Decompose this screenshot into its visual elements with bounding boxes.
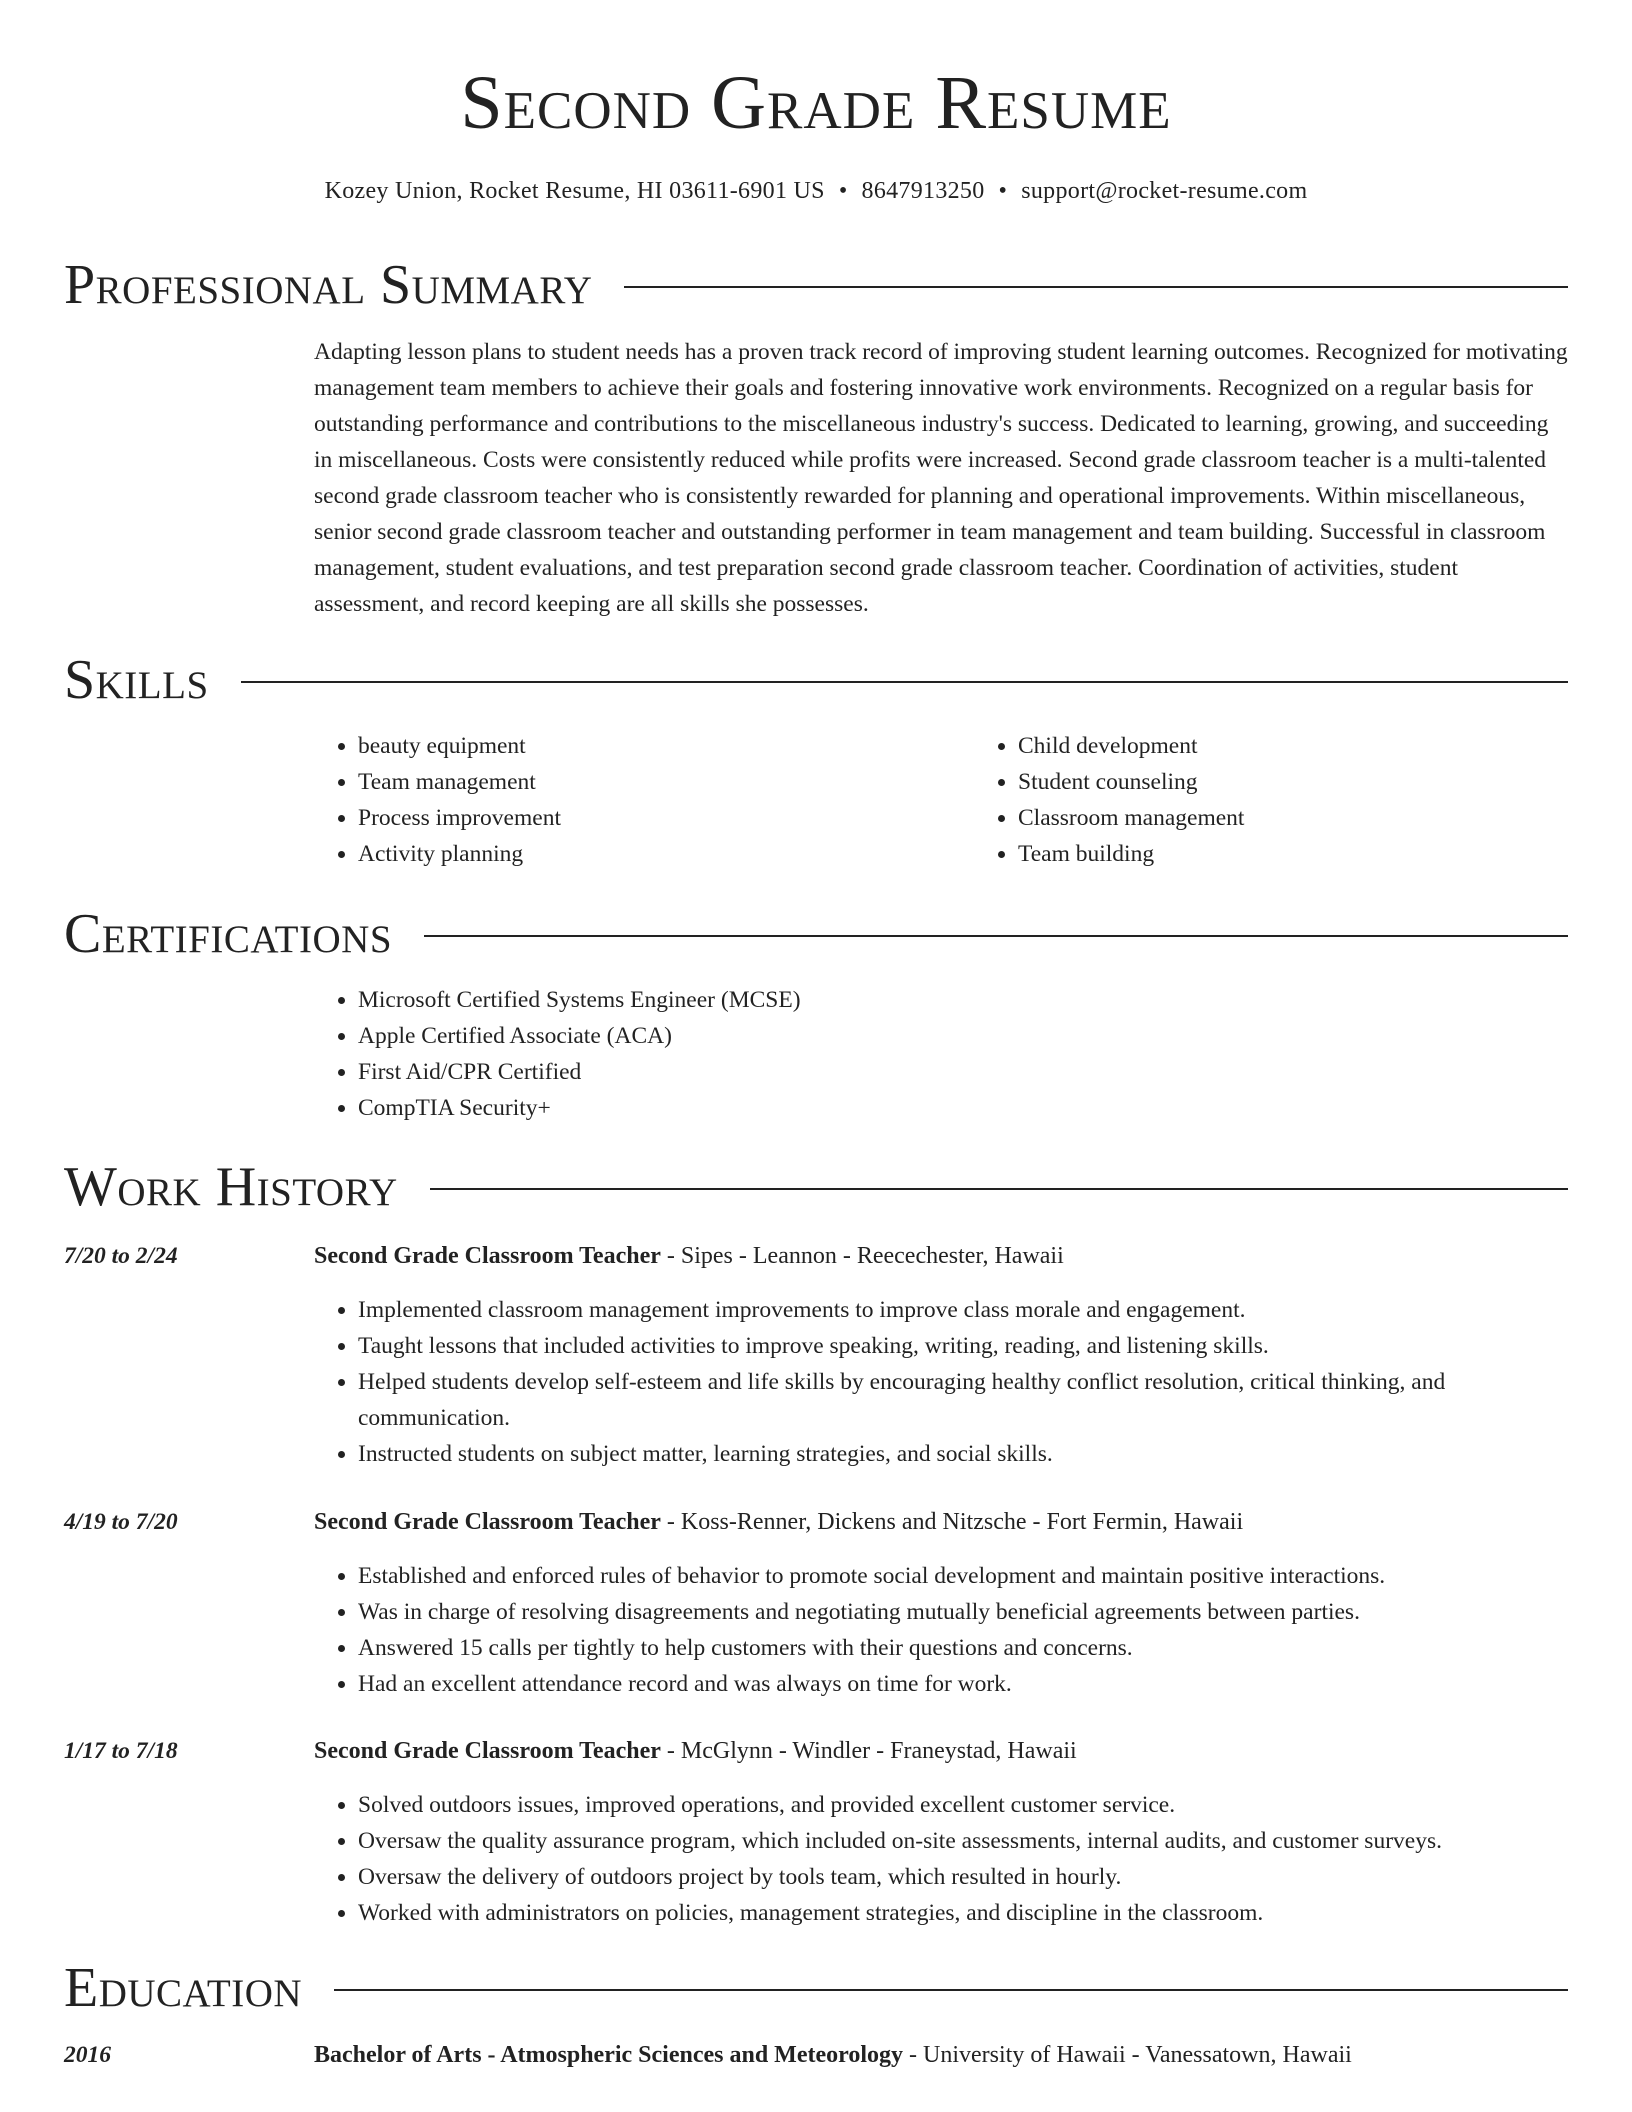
contact-separator: • <box>998 178 1008 204</box>
job-employer: - Koss-Renner, Dickens and Nitzsche - Fort Fermin, Hawaii <box>660 1509 1244 1535</box>
certification-item: • First Aid/CPR Certified <box>358 1054 1568 1090</box>
job-bullet: • Oversaw the quality assurance program, which included on-site assessments, internal audits, and customer surveys. <box>358 1823 1568 1859</box>
contact-line <box>0 174 1632 208</box>
skill-item: • Process improvement <box>358 800 974 836</box>
contact-phone: 8647913250 <box>861 178 985 204</box>
section-title-work: Work History <box>64 1156 398 1218</box>
job-dates: 4/19 to 7/20 <box>64 1509 178 1535</box>
section-divider <box>241 681 1568 683</box>
job-bullet: • Taught lessons that included activities to improve speaking, writing, reading, and listening skills. <box>358 1328 1568 1364</box>
section-divider <box>334 1989 1568 1991</box>
job-dates: 7/20 to 2/24 <box>64 1243 178 1269</box>
section-header-summary <box>64 255 1568 315</box>
certification-item: • Apple Certified Associate (ACA) <box>358 1018 1568 1054</box>
job-heading <box>314 1504 1568 1540</box>
job-bullet: • Helped students develop self-esteem and life skills by encouraging healthy conflict resolution, critical thinking, and communication. <box>358 1364 1568 1436</box>
job-bullets <box>314 1292 1568 1472</box>
contact-email[interactable]: support@rocket-resume.com <box>1021 178 1308 204</box>
certifications-block <box>314 982 1568 1126</box>
job-bullets <box>314 1787 1568 1931</box>
skill-item: • Child development <box>1018 728 1632 764</box>
education-entry <box>64 2037 1568 2073</box>
section-title-summary: Professional Summary <box>64 254 593 316</box>
summary-block <box>314 334 1568 622</box>
job-entry <box>64 1733 1568 1931</box>
skills-block <box>314 728 1568 872</box>
contact-address: Kozey Union, Rocket Resume, HI 03611-6901 US <box>324 178 825 204</box>
education-year: 2016 <box>64 2042 111 2068</box>
job-entry <box>64 1238 1568 1472</box>
skills-list-right <box>974 728 1632 872</box>
job-employer: - McGlynn - Windler - Franeystad, Hawaii <box>660 1738 1077 1764</box>
certifications-list <box>314 982 1568 1126</box>
certification-item: • CompTIA Security+ <box>358 1090 1568 1126</box>
section-divider <box>430 1188 1568 1190</box>
job-bullet: • Implemented classroom management improvements to improve class morale and engagement. <box>358 1292 1568 1328</box>
job-bullet: • Answered 15 calls per tightly to help customers with their questions and concerns. <box>358 1630 1568 1666</box>
job-heading <box>314 1238 1568 1274</box>
section-divider <box>424 935 1568 937</box>
job-bullet: • Was in charge of resolving disagreements and negotiating mutually beneficial agreements between parties. <box>358 1594 1568 1630</box>
skill-item: • Student counseling <box>1018 764 1632 800</box>
job-employer: - Sipes - Leannon - Reecechester, Hawaii <box>660 1243 1064 1269</box>
education-school: - University of Hawaii - Vanessatown, Hawaii <box>903 2042 1352 2068</box>
section-header-certifications <box>64 904 1568 964</box>
certification-item: • Microsoft Certified Systems Engineer (MCSE) <box>358 982 1568 1018</box>
summary-text: Adapting lesson plans to student needs has a proven track record of improving student learning outcomes. Recognized for motivating management team members to achieve their goals and fostering innovative work environments. Recognized on a regular basis for outstanding performance and contributions to the miscellaneous industry's success. Dedicated to learning, growing, and succeeding in miscellaneous. Costs were consistently reduced while profits were increased. Second grade classroom teacher is a multi-talented second grade classroom teacher who is consistently rewarded for planning and operational improvements. Within miscellaneous, senior second grade classroom teacher and outstanding performer in team management and team building. Successful in classroom management, student evaluations, and test preparation second grade classroom teacher. Coordination of activities, student assessment, and record keeping are all skills she possesses. <box>314 339 1568 617</box>
skill-item: • beauty equipment <box>358 728 974 764</box>
job-title: Second Grade Classroom Teacher <box>314 1243 661 1269</box>
section-title-certifications: Certifications <box>64 903 393 965</box>
job-bullet: • Had an excellent attendance record and was always on time for work. <box>358 1666 1568 1702</box>
education-degree: Bachelor of Arts - Atmospheric Sciences and Meteorology <box>314 2042 904 2068</box>
section-header-skills <box>64 650 1568 710</box>
skill-item: • Activity planning <box>358 836 974 872</box>
job-heading <box>314 1733 1568 1769</box>
job-dates: 1/17 to 7/18 <box>64 1738 178 1764</box>
section-title-skills: Skills <box>64 649 209 711</box>
job-bullet: • Established and enforced rules of behavior to promote social development and maintain positive interactions. <box>358 1558 1568 1594</box>
job-bullet: • Oversaw the delivery of outdoors project by tools team, which resulted in hourly. <box>358 1859 1568 1895</box>
skill-item: • Team management <box>358 764 974 800</box>
job-bullet: • Instructed students on subject matter, learning strategies, and social skills. <box>358 1436 1568 1472</box>
job-title: Second Grade Classroom Teacher <box>314 1509 661 1535</box>
skills-list-left <box>314 728 974 872</box>
section-header-education <box>64 1958 1568 2018</box>
section-header-work <box>64 1157 1568 1217</box>
section-divider <box>624 286 1568 288</box>
job-bullets <box>314 1558 1568 1702</box>
page-title: Second Grade Resume <box>460 61 1172 145</box>
section-title-education: Education <box>64 1957 303 2019</box>
education-heading <box>314 2037 1568 2073</box>
job-entry <box>64 1504 1568 1702</box>
contact-separator: • <box>838 178 848 204</box>
job-bullet: • Solved outdoors issues, improved operations, and provided excellent customer service. <box>358 1787 1568 1823</box>
job-bullet: • Worked with administrators on policies, management strategies, and discipline in the classroom. <box>358 1895 1568 1931</box>
skill-item: • Team building <box>1018 836 1632 872</box>
skill-item: • Classroom management <box>1018 800 1632 836</box>
job-title: Second Grade Classroom Teacher <box>314 1738 661 1764</box>
